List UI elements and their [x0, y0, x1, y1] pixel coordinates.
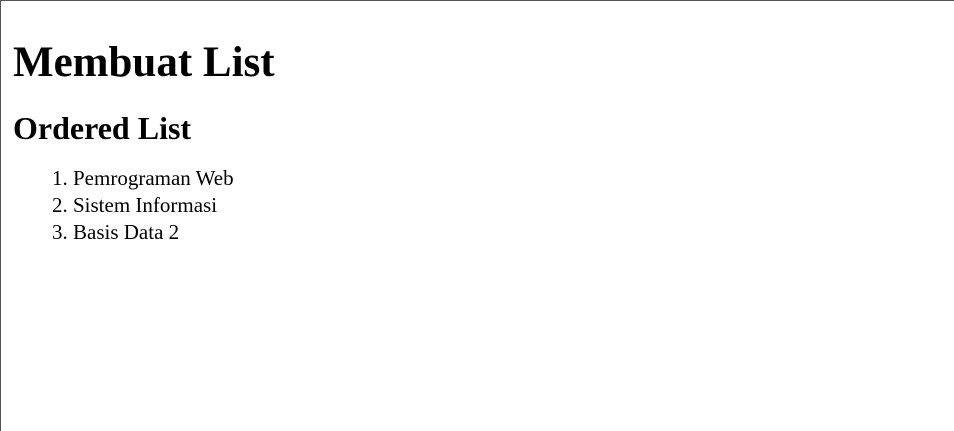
- ordered-list: [13, 165, 954, 246]
- list-item: 2. Sistem Informasi: [73, 192, 954, 219]
- page-content: [1, 1, 954, 246]
- list-item: 3. Basis Data 2: [73, 219, 954, 246]
- section-heading: Ordered List: [13, 110, 192, 146]
- list-item: 1. Pemrograman Web: [73, 165, 954, 192]
- page-title: Membuat List: [13, 39, 275, 86]
